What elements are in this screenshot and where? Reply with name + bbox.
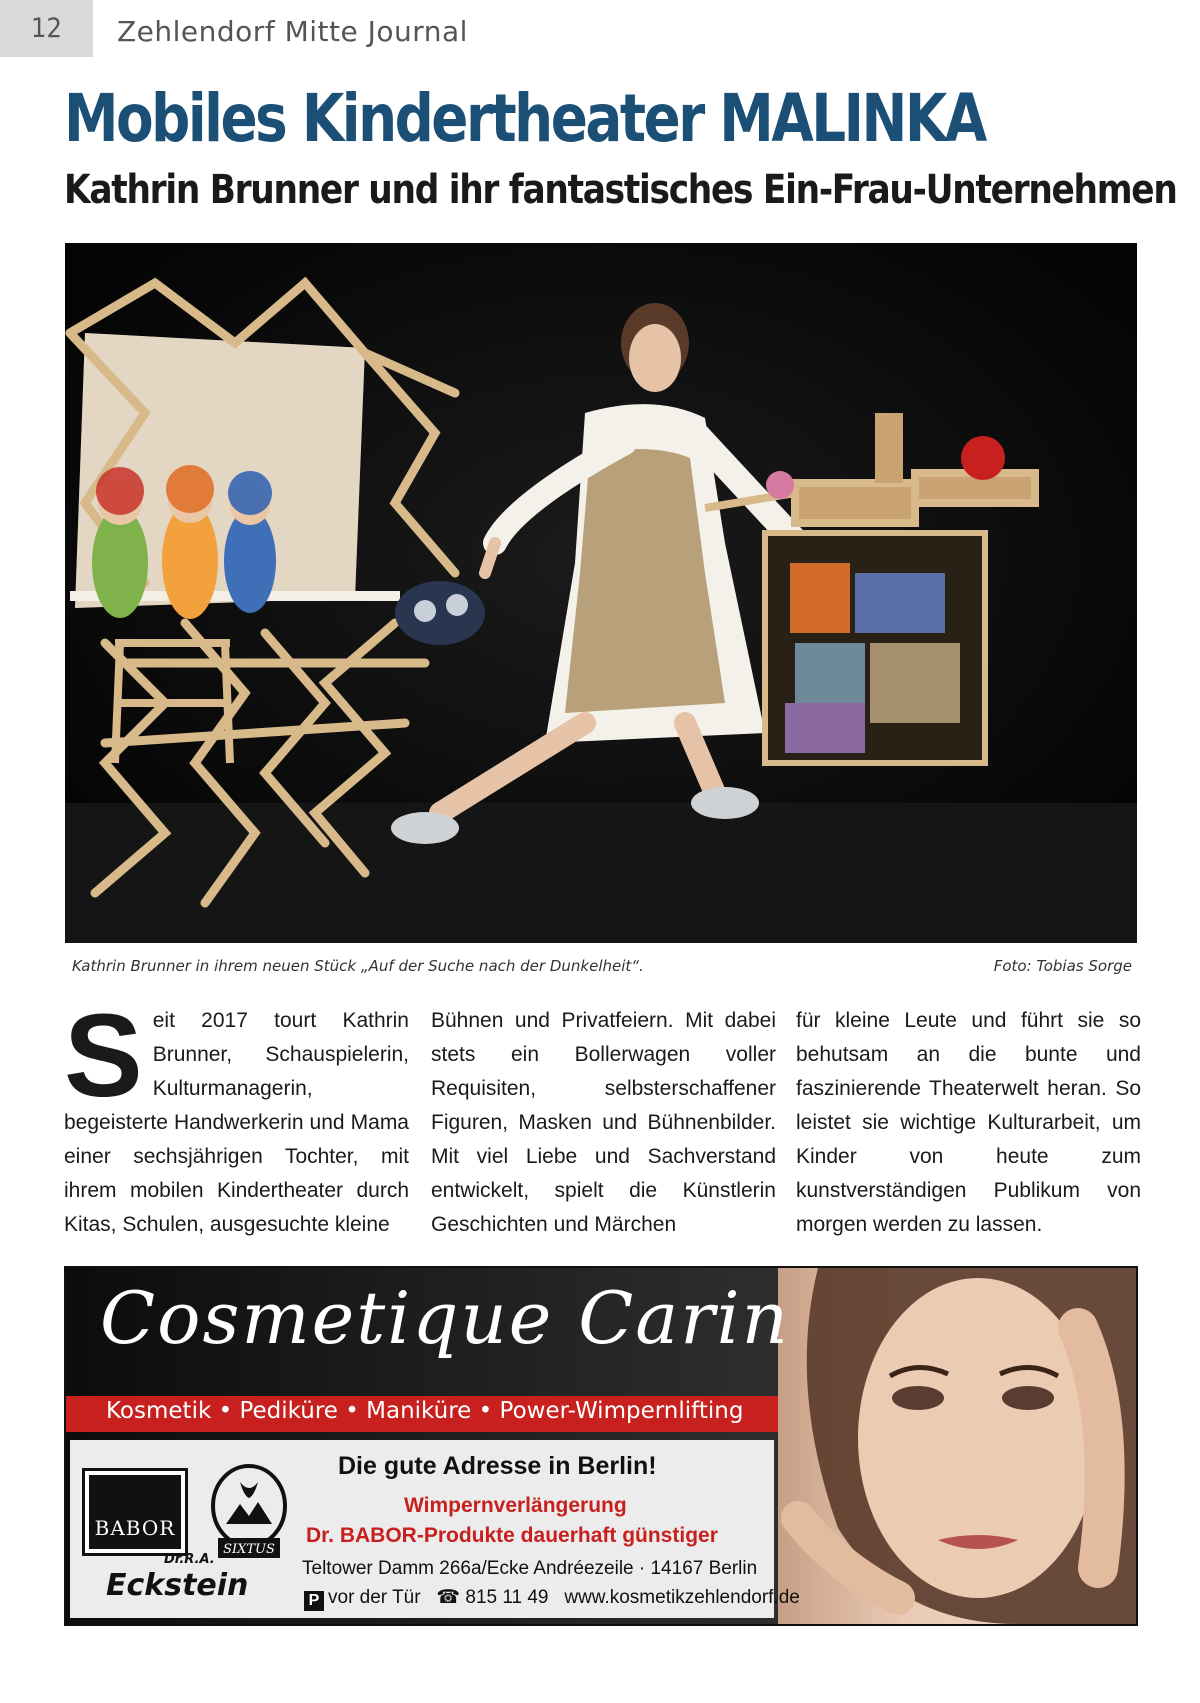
babor-logo-text: BABOR	[94, 1516, 176, 1540]
parking-icon: P	[304, 1591, 324, 1611]
subheadline: Kathrin Brunner und ihr fantastisches Ein-Frau-Unternehmen	[64, 167, 1177, 213]
drop-cap: S	[64, 990, 143, 1122]
ad-website: www.kosmetikzehlendorf.de	[564, 1587, 800, 1608]
headline: Mobiles Kindertheater MALINKA	[64, 80, 985, 157]
page-number: 12	[0, 0, 93, 57]
photo-caption: Kathrin Brunner in ihrem neuen Stück „Auf der Suche nach der Dunkelheit“.	[72, 957, 644, 975]
ad-model-photo	[778, 1268, 1138, 1624]
publication-title: Zehlendorf Mitte Journal	[117, 15, 468, 48]
ad-slogan: Die gute Adresse in Berlin!	[338, 1452, 657, 1480]
article-photo	[65, 243, 1137, 943]
ad-address: Teltower Damm 266a/Ecke Andréezeile · 14167 Berlin	[302, 1558, 758, 1579]
ad-parking: vor der Tür	[328, 1587, 421, 1608]
ad-contact-line	[304, 1586, 800, 1611]
eckstein-logo	[106, 1552, 249, 1603]
photo-credit: Foto: Tobias Sorge	[993, 957, 1132, 975]
advertisement	[64, 1266, 1138, 1626]
article-column-3: für kleine Leute und führt sie so behutsam an die bunte und faszinierende Theaterwelt heran. So leistet sie wichtige Kulturarbeit, um Kinder von heute zum kunstverständigen Publikum von morgen werden zu lassen.	[796, 1009, 1141, 1236]
article-column-1	[64, 990, 409, 1242]
sixtus-logo	[210, 1464, 288, 1564]
ad-phone: 815 11 49	[465, 1587, 549, 1608]
article-column-2: Bühnen und Privatfeiern. Mit dabei stets ein Bollerwagen voller Requisiten, selbsterschaffener Figuren, Masken und Bühnenbilder. Mit viel Liebe und Sachverstand entwickelt, spielt die Künstlerin Geschichten und Märchen	[431, 1009, 776, 1236]
ad-offer-lashes: Wimpernverlängerung	[404, 1494, 627, 1517]
phone-icon: ☎	[436, 1587, 461, 1608]
ad-offer-babor: Dr. BABOR-Produkte dauerhaft günstiger	[306, 1524, 718, 1547]
ad-services: Kosmetik • Pediküre • Maniküre • Power-Wimpernlifting	[106, 1398, 744, 1424]
babor-logo	[82, 1468, 188, 1556]
eckstein-logo-small: Dr.R.A.	[164, 1552, 215, 1567]
article-text-1: eit 2017 tourt Kathrin Brunner, Schauspielerin, Kulturmanagerin, begeisterte Handwerkerin und Mama einer sechsjährigen Tochter, mit ihrem mobilen Kindertheater durch Kitas, Schulen, ausgesuchte kleine	[64, 1009, 409, 1236]
sixtus-logo-text: SIXTUS	[223, 1542, 275, 1557]
ad-brand-name: Cosmetique Carin	[100, 1276, 791, 1360]
eckstein-logo-text: Eckstein	[106, 1568, 249, 1603]
